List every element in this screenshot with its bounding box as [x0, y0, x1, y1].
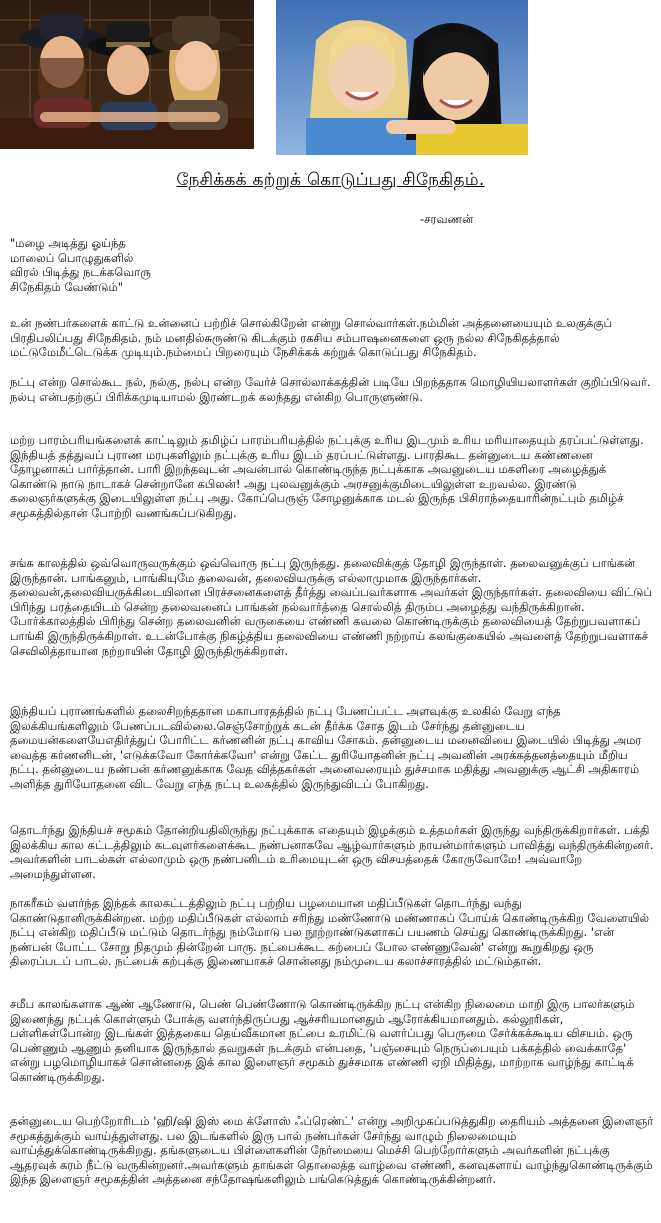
- poem-line: சிநேகிதம் வேண்டும்": [10, 279, 123, 294]
- paragraph-sangam-period: சங்க காலத்தில் ஒவ்வொருவருக்கும் ஒவ்வொரு நட்பு இருந்தது. தலைவிக்குத் தோழி இருந்தாள். தலைவனுக்குப் பாங்கன் இருந்தான். பாங்கனும், பாங்கியுமே தலைவன், தலைவியருக்கு எல்லாமுமாக இருந்தார்கள். தலைவன்,தலைவியருக்கிடையிலான பிரச்சனைகளைத் தீர்த்து வைப்பவர்களாக அவர்கள் இருந்தார்கள். தலைவியை விட்டுப் பிரிந்து பரத்தையிடம் சென்ற தலைவனைப் பாங்கன் நல்வார்த்தை சொல்லித் திரும்ப அழைத்து வந்திருக்கிறான். போர்க்காலத்தில் பிரிந்து சென்ற தலைவனின் வருகையை எண்ணி கவலை கொண்டிருக்கும் தலைவியைத் தேற்றுபவளாகப் பாங்கி இருந்திருக்கிறாள். உடன்போக்கு நிகழ்த்திய தலைவியை எண்ணி நற்றாய் கலங்குகையில் அவளைத் தேற்றுபவளாகச் செவிலித்தாயான நற்றாயின் தோழி இருந்திருக்கிறாள்.: [10, 556, 652, 658]
- paragraph-mixed-friendship: சமீப காலங்களாக ஆண் ஆணோடு, பெண் பெண்ணோடு கொண்டிருக்கிற நட்பு என்கிற நிலைமை மாறி இரு பாலர்களும் இணைந்து நட்புக் கொள்ளும் போக்கு வளர்ந்திருப்பது ஆச்சரியமானதும் ஆரோக்கியமானதும். கல்லூரிகள், பள்ளிகள்போன்ற இடங்கள் இத்தகைய தெய்வீகமான நட்பை உரமிட்டு வளர்ப்பது பெருமை சேர்க்கக்கூடிய விசயம். ஒரு பெண்ணும் ஆணும் தனியாக இருந்தால் தவறுகள் நடக்கும் என்பதை, 'பஞ்சையும் நெருப்பையும் பக்கத்தில் வைக்காதே' என்று பழமொழியாகச் சொன்னதை இக் கால இளைஞர் சமூகம் துச்சமாக எண்ணி ஏறி மிதித்து, மாற்றாக வாழ்ந்து காட்டிக் கொண்டிருக்கிறது.: [10, 997, 635, 1084]
- poem-line: மாலைப் பொழுதுகளில்: [10, 250, 134, 265]
- opening-poem: [10, 236, 151, 294]
- paragraph-mahabharata: இந்தியப் புராணங்களில் தலைசிறந்ததான மகாபாரதத்தில் நட்பு பேணப்பட்ட அளவுக்கு உலகில் வேறு எந்த இலக்கியங்களிலும் பேணப்படவில்லை.செஞ்சோற்றுக் கடன் தீர்க்க சோத இடம் சேர்ந்து தன்னுடைய தமையன்களையேஎதிர்த்துப் போரிட்ட கர்ணனின் நட்பு காவிய சோகம். தன்னுடைய மனைவியை இடையில் பிடித்து அமர வைத்த கர்ணனிடன், 'எடுக்கவோ கோர்க்கவோ' என்று கேட்ட துரியோதனின் நட்பு அவனின் அரக்கத்தனத்தையும் மீறிய நட்பு. தன்னுடைய நண்பன் கர்ணனுக்காக வேத வித்தகர்கள் அனைவரையும் துச்சமாக மதித்து அவனுக்கு ஆட்சி அதிகாரம் அளித்த துரியோதனை விட வேறு எந்த நட்பு உலகத்தில் இருந்துவிடப் போகிறது.: [10, 704, 642, 791]
- paragraph-word-origin: நட்பு என்ற சொல்கூட நல், நல்கு, நல்பு என்ற வேர்ச் சொல்லாக்கத்தின் படியே பிறந்ததாக மொழியியலாளர்கள் குறிப்பிடுவர். நல்பு என்பதற்குப் பிரிக்கமுடியாமல் இரண்டறக் கலந்தது என்கிற பொருளுண்டு.: [10, 375, 651, 404]
- paragraph-friends-reflect-self: உன் நண்பர்களைக் காட்டு உன்னைப் பற்றிச் சொல்கிறேன் என்று சொல்வார்கள்.நம்மின் அத்தனையையும் உலகுக்குப் பிரதிபலிப்பது சிநேகிதம். நம் மனதில்சுருண்டு கிடக்கும் ரகசிய சம்பாஷனைகளை ஒரு நல்ல சிநேகிதத்தால் மட்டுமேமீட்டெடுக்க முடியும்.நம்மைப் பிறரையும் நேசிக்கக் கற்றுக் கொடுப்பது சிநேகிதம்.: [10, 316, 613, 360]
- paragraph-bhakti-literature: தொடர்ந்து இந்தியச் சமூகம் தோன்றியதிலிருந்து நட்புக்காக எதையும் இழக்கும் உத்தமர்கள் இருந்து வந்திருக்கிறார்கள். பக்தி இலக்கிய கால கட்டத்திலும் கடவுளர்களைக்கூட நண்பனாகவே ஆழ்வார்களும் நாயன்மார்களும் பாவித்து வந்திருக்கின்றனர். அவர்களின் பாடல்கள் எல்லாமும் ஒரு நண்பனிடம் உரிமையுடன் ஒரு விசயத்தைக் கோருவோமே! அவ்வாறே அமைந்துள்ளன.: [10, 823, 654, 881]
- paragraph-parents-support: தன்னுடைய பெற்றோரிடம் 'ஹி/ஷி இஸ் மை க்ளோஸ் ஃப்ரெண்ட்' என்று அறிமுகப்படுத்துகிற தைரியம் அத்தனை இளைஞர் சமூகத்துக்கும் வாய்த்துள்ளது. பல இடங்களில் இரு பால் நண்பர்கள் சேர்ந்து வாழும் நிலைமையும் வாய்த்துக்கொண்டிருக்கிறது. தங்களுடைய பிள்ளைகளின் நேர்மையை மெச்சி பெற்றோர்களும் அவர்களின் நட்புக்கு ஆதரவுக் கரம் நீட்டு வருகின்றனர்.அவர்களும் தாங்கள் தொலைத்த வாழ்வை எண்ணி, கனவுகளாய் வாழ்ந்துகொண்டிருக்கும் இந்த இளைஞர் சமூகத்தின் அத்தனை சந்தோஷங்களிலும் பங்கெடுத்துக் கொண்டிருக்கின்றனர்.: [10, 1114, 654, 1187]
- photo-three-children-with-hats: [0, 0, 254, 149]
- article-title: நேசிக்கக் கற்றுக் கொடுப்பது சிநேகிதம்.: [176, 170, 485, 190]
- paragraph-modern-values: நாகரீகம் வளர்ந்த இந்தக் காலகட்டத்திலும் நட்பு பற்றிய பழமையான மதிப்பீடுகள் தொடர்ந்து வந்து கொண்டுதானிருக்கின்றன. மற்ற மதிப்பீடுகள் எல்லாம் சரிந்து மண்ணோடு மண்ணாகப் போய்க் கொண்டிருக்கிற வேளையில் நட்பு என்கிற மதிப்பீடு மட்டும் தொடர்ந்து நம்மோடு பல நூற்றாண்டுகளாகப் பயணம் செய்து கொண்டிருக்கிறது. 'என் நண்பன் போட்ட சோறு நிதமும் தின்றேன் பாரு. நட்பைக்கூட கற்பைப் போல எண்ணுவேன்' என்று கூறுகிறது ஒரு திரைப்படப் பாடல். நட்பைக் கற்புக்கு இணையாகச் சொன்னது நம்முடைய கலாச்சாரத்தில் மட்டும்தான்.: [10, 896, 650, 969]
- photo-two-smiling-girls: [276, 0, 528, 155]
- poem-line: "மழை அடித்து ஓய்ந்த: [10, 236, 126, 250]
- paragraph-tamil-tradition: மற்ற பாரம்பரியங்களைக் காட்டிலும் தமிழ்ப் பாரம்பரியத்தில் நட்புக்கு உரிய இடமும் உரிய மரியாதையும் தரப்பட்டுள்ளது. இந்தியத் தத்துவப் புராண மரபுகளிலும் நட்புக்கு உரிய இடம் தரப்பட்டுள்ளது. பாரதிகூட தன்னுடைய கண்ணனை தோழனாகப் பார்த்தான். பாரி இறந்தவுடன் அவன்பால் கொண்டிருந்த நட்புக்காக அவனுடைய மகளிரை அழைத்துக் கொண்டு நாடு நாடாகச் சென்றானே கபிலன்! அது புலவனுக்கும் அரசனுக்குமிடையிலுள்ள உறவல்ல. இரண்டு கலைஞர்களுக்கு இடையிலுள்ள நட்பு அது. கோப்பெருஞ் சோழனுக்காக மடல் இருந்த பிசிராந்தையாரின்நட்பும் தமிழ்ச் சமூகத்தில்தான் போற்றி வணங்கப்படுகிறது.: [10, 433, 644, 520]
- poem-line: விரல் பிடித்து நடக்கவொரு: [10, 265, 151, 279]
- article-author: -சரவணன்: [420, 212, 474, 226]
